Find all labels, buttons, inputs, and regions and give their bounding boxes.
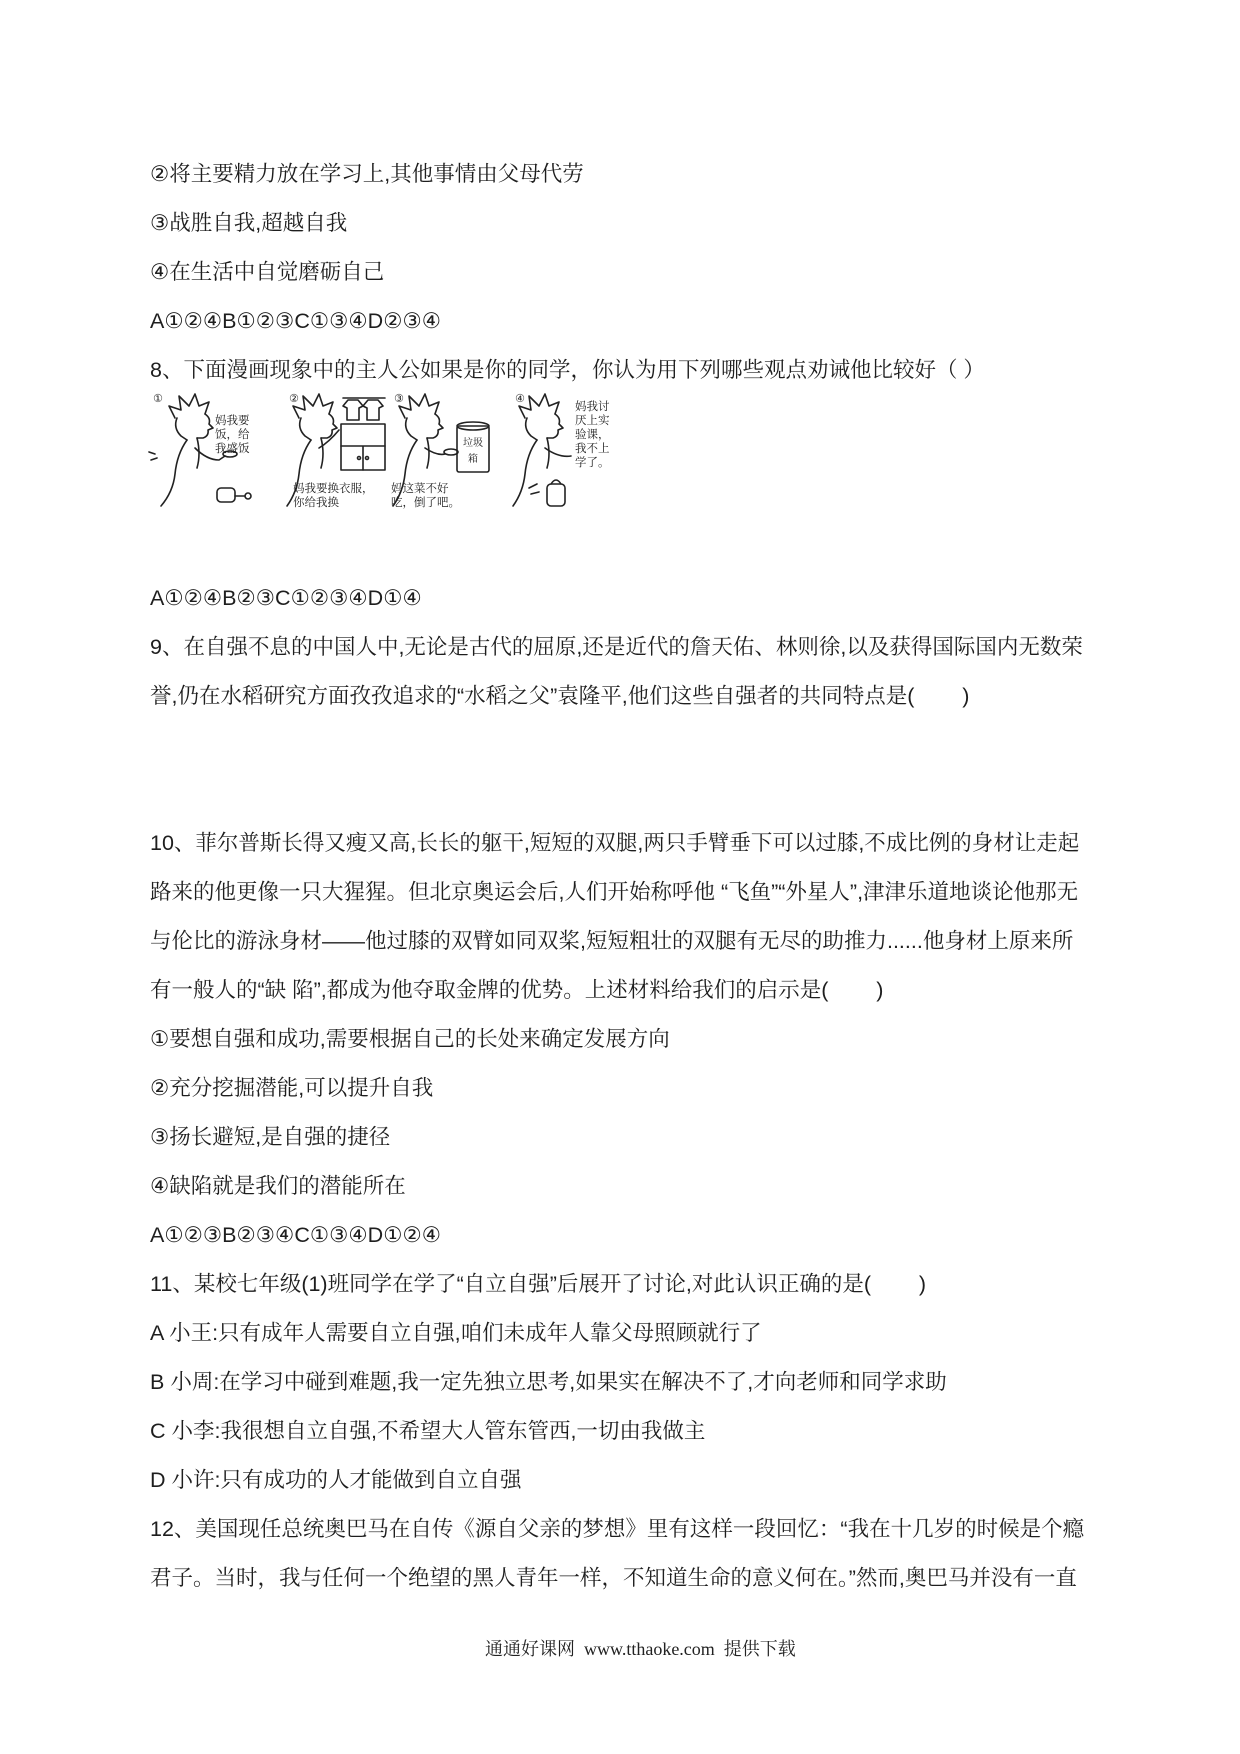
figure-body-front [427, 438, 429, 468]
q10-stem-line: 与伦比的游泳身材——他过膝的双臂如同双桨,短短粗壮的双腿有无尽的助推力......他身材上原来所 [150, 929, 1074, 953]
q8-cartoon-block [150, 392, 1210, 525]
q9-options-cd [150, 770, 1210, 819]
q7-item-3: ③战胜自我,超越自我 [150, 211, 348, 235]
speech-line: 验课， [575, 429, 610, 441]
q10-item-1: ①要想自强和成功,需要根据自己的长处来确定发展方向 [150, 1027, 670, 1051]
q9-options-ab [150, 721, 1210, 770]
figure-head-back [406, 418, 417, 440]
q12-stem-line: 君子。当时，我与任何一个绝望的黑人青年一样，不知道生命的意义何在。”然而,奥巴马并没有一直 [150, 1566, 1077, 1590]
speech-line: 厌上实 [575, 415, 610, 427]
q10-choices: A①②③B②③④C①③④D①②④ [150, 1223, 442, 1247]
q7-item-4: ④在生活中自觉磨砺自己 [150, 260, 385, 284]
speech-line: 妈我讨 [575, 401, 610, 413]
figure-hair [293, 394, 333, 418]
q8-cartoon [147, 388, 627, 512]
speech-line: 妈我要换衣服， [293, 483, 374, 495]
rice-cooker-plug [245, 493, 251, 499]
q11-option-c: C 小李:我很想自立自强,不希望大人管东管西,一切由我做主 [150, 1419, 706, 1443]
q11-option-a: A 小王:只有成年人需要自立自强,咱们未成年人靠父母照顾就行了 [150, 1321, 762, 1345]
cabinet-knob [358, 457, 361, 460]
wardrobe-icon [341, 398, 385, 470]
panel-number: ① [153, 392, 163, 405]
panel-number: ② [289, 392, 299, 405]
q7-choices: A①②④B①②③C①③④D②③④ [150, 309, 442, 333]
figure-head-back [300, 418, 311, 440]
figure-face [547, 414, 563, 438]
q8-stem: 8、下面漫画现象中的主人公如果是你的同学，你认为用下列哪些观点劝诫他比较好（ ） [150, 358, 985, 382]
figure-hair [519, 394, 559, 418]
speech-line: 你给我换 [293, 497, 339, 509]
cartoon-panel-2 [287, 392, 385, 509]
figure-body-front [197, 438, 199, 468]
figure-face [427, 414, 443, 438]
motion-marks [149, 452, 157, 460]
q10-item-3: ③扬长避短,是自强的捷径 [150, 1125, 391, 1149]
panel-number: ④ [515, 392, 525, 405]
figure-arm [425, 448, 445, 454]
q9-stem-line: 誉,仍在水稻研究方面孜孜追求的“水稻之父”袁隆平,他们这些自强者的共同特点是( ) [150, 684, 970, 708]
rice-cooker-icon [217, 488, 251, 502]
figure-hair [399, 394, 439, 418]
q10-stem-line: 10、菲尔普斯长得又瘦又高,长长的躯干,短短的双腿,两只手臂垂下可以过膝,不成比例的身材让走起 [150, 831, 1080, 855]
schoolbag-icon [547, 480, 565, 506]
speech-line: 妈我要 [215, 415, 250, 427]
q10-stem-line: 有一般人的“缺 陷”,都成为他夺取金牌的优势。上述材料给我们的启示是( ) [150, 978, 884, 1002]
q11-option-d: D 小许:只有成功的人才能做到自立自强 [150, 1468, 522, 1492]
speech-line: 学了。 [575, 457, 610, 469]
page-content [150, 150, 1210, 1603]
cartoon-panel-4 [513, 392, 610, 506]
q10-item-2: ②充分挖掘潜能,可以提升自我 [150, 1076, 434, 1100]
dish-icon [444, 449, 458, 455]
page-footer: 通通好课网 www.tthaoke.com 提供下载 [485, 1639, 796, 1659]
bin-label: 箱 [468, 454, 478, 465]
cartoon-panel-3 [391, 392, 489, 509]
rice-cooker-body [217, 488, 235, 502]
bin-body [457, 426, 489, 472]
q10-item-4: ④缺陷就是我们的潜能所在 [150, 1174, 406, 1198]
figure-body-back [161, 440, 187, 506]
q7-item-2: ②将主要精力放在学习上,其他事情由父母代劳 [150, 162, 584, 186]
cabinet-dividers [341, 446, 385, 470]
figure-body-back [513, 440, 537, 506]
figure-body-front [321, 438, 323, 468]
figure-head-back [176, 418, 187, 440]
q11-stem: 11、某校七年级(1)班同学在学了“自立自强”后展开了讨论,对此认识正确的是( ) [150, 1272, 926, 1296]
cartoon-figure [513, 394, 571, 506]
speech-line: 我不上 [575, 443, 610, 455]
speech-line: 吃，倒了吧。 [391, 497, 460, 509]
cabinet-knob [366, 457, 369, 460]
q10-stem-line: 路来的他更像一只大猩猩。但北京奥运会后,人们开始称呼他 “飞鱼”“外星人”,津津乐道地谈论他那无 [150, 880, 1079, 904]
motion-marks [529, 484, 539, 494]
shirt-icon [343, 400, 363, 420]
q8-choices: A①②④B②③C①②③④D①④ [150, 586, 422, 610]
speech-line: 妈这菜不好 [391, 483, 449, 495]
speech-line: 饭，给 [215, 429, 250, 441]
panel-number: ③ [394, 392, 404, 405]
q9-stem-line: 9、在自强不息的中国人中,无论是古代的屈原,还是近代的詹天佑、林则徐,以及获得国际国内无数荣 [150, 635, 1083, 659]
speech-line: 我盛饭 [215, 443, 250, 455]
figure-face [197, 414, 213, 438]
figure-hair [169, 394, 209, 418]
q8-items [150, 525, 1210, 574]
bag-body [547, 484, 565, 506]
figure-body-front [547, 438, 549, 468]
bin-label: 垃圾 [463, 438, 483, 449]
figure-head-back [526, 418, 537, 440]
shirt-icon [363, 400, 383, 420]
cartoon-panel-1 [149, 392, 251, 506]
q12-stem-line: 12、美国现任总统奥巴马在自传《源自父亲的梦想》里有这样一段回忆：“我在十几岁的时候是个瘾 [150, 1517, 1085, 1541]
q11-option-b: B 小周:在学习中碰到难题,我一定先独立思考,如果实在解决不了,才向老师和同学求助 [150, 1370, 947, 1394]
